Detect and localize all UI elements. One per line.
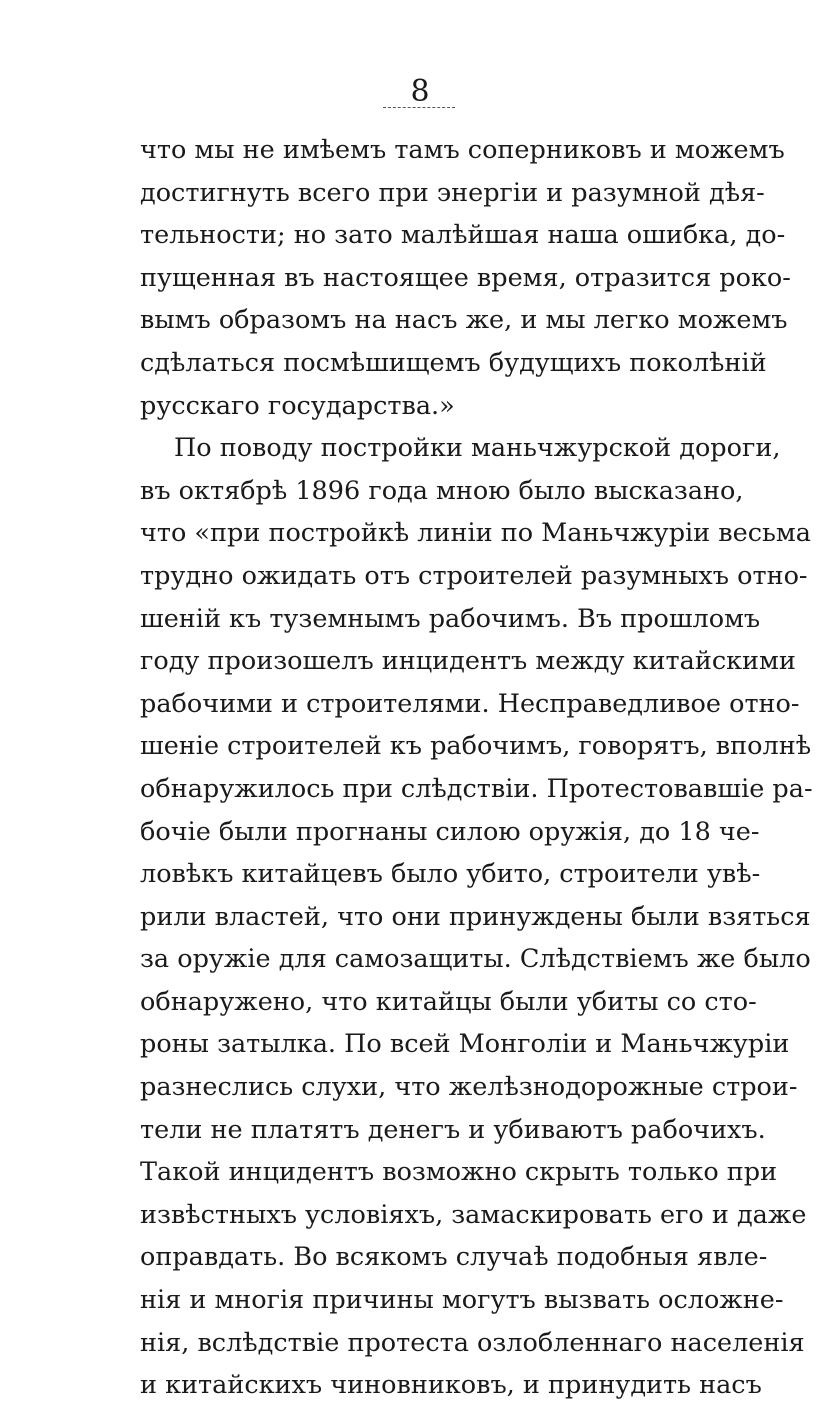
text-line: бочіе были прогнаны силою оружія, до 18 че- xyxy=(140,816,760,847)
text-line: оправдать. Во всякомъ случаѣ подобныя явле- xyxy=(140,1242,768,1273)
text-line: сдѣлаться посмѣшищемъ будущихъ поколѣній xyxy=(140,347,767,378)
text-line: нія, вслѣдствіе протеста озлобленнаго населенія xyxy=(140,1327,805,1358)
text-line: шеній къ туземнымъ рабочимъ. Въ прошломъ xyxy=(140,603,761,634)
text-line: пущенная въ настоящее время, отразится роко- xyxy=(140,262,791,293)
text-line: достигнуть всего при энергіи и разумной дѣя- xyxy=(140,177,765,208)
text-line: шеніе строителей къ рабочимъ, говорятъ, вполнѣ xyxy=(140,731,812,762)
text-line: и китайскихъ чиновниковъ, и принудить насъ xyxy=(140,1370,762,1401)
text-line: ловѣкъ китайцевъ было убито, строители увѣ- xyxy=(140,859,761,890)
text-line: тельности; но зато малѣйшая наша ошибка, до- xyxy=(140,220,786,251)
text-line: извѣстныхъ условіяхъ, замаскировать его и даже xyxy=(140,1199,807,1230)
page-number: 8 xyxy=(410,74,430,109)
text-line: По поводу постройки маньчжурской дороги, xyxy=(174,433,781,464)
text-line: нія и многія причины могутъ вызвать осложне- xyxy=(140,1285,784,1316)
text-line: русскаго государства.» xyxy=(140,390,455,421)
text-line: рили властей, что они принуждены были взяться xyxy=(140,901,811,932)
text-line: вымъ образомъ на насъ же, и мы легко можемъ xyxy=(140,305,788,336)
text-line: рабочими и строителями. Несправедливое отно- xyxy=(140,688,800,719)
text-line: въ октябрѣ 1896 года мною было высказано, xyxy=(140,475,744,506)
text-line: трудно ожидать отъ строителей разумныхъ отно- xyxy=(140,560,808,591)
text-line: тели не платятъ денегъ и убиваютъ рабочихъ. xyxy=(140,1114,766,1145)
text-line: роны затылка. По всей Монголіи и Маньчжуріи xyxy=(140,1029,790,1060)
text-line: разнеслись слухи, что желѣзнодорожные строи- xyxy=(140,1072,798,1103)
page-number-rule xyxy=(383,107,455,108)
body-text xyxy=(140,129,813,1407)
text-line: обнаружено, что китайцы были убиты со сто- xyxy=(140,986,757,1017)
text-line: Такой инцидентъ возможно скрыть только при xyxy=(140,1157,778,1188)
text-line: что «при постройкѣ линіи по Маньчжуріи весьма xyxy=(140,518,811,549)
text-line: обнаружилось при слѣдствіи. Протестовавшіе ра- xyxy=(140,773,813,804)
text-line: за оружіе для самозащиты. Слѣдствіемъ же было xyxy=(140,944,811,975)
text-line: что мы не имѣемъ тамъ соперниковъ и можемъ xyxy=(140,135,785,165)
text-line: году произошелъ инцидентъ между китайскими xyxy=(140,646,796,677)
